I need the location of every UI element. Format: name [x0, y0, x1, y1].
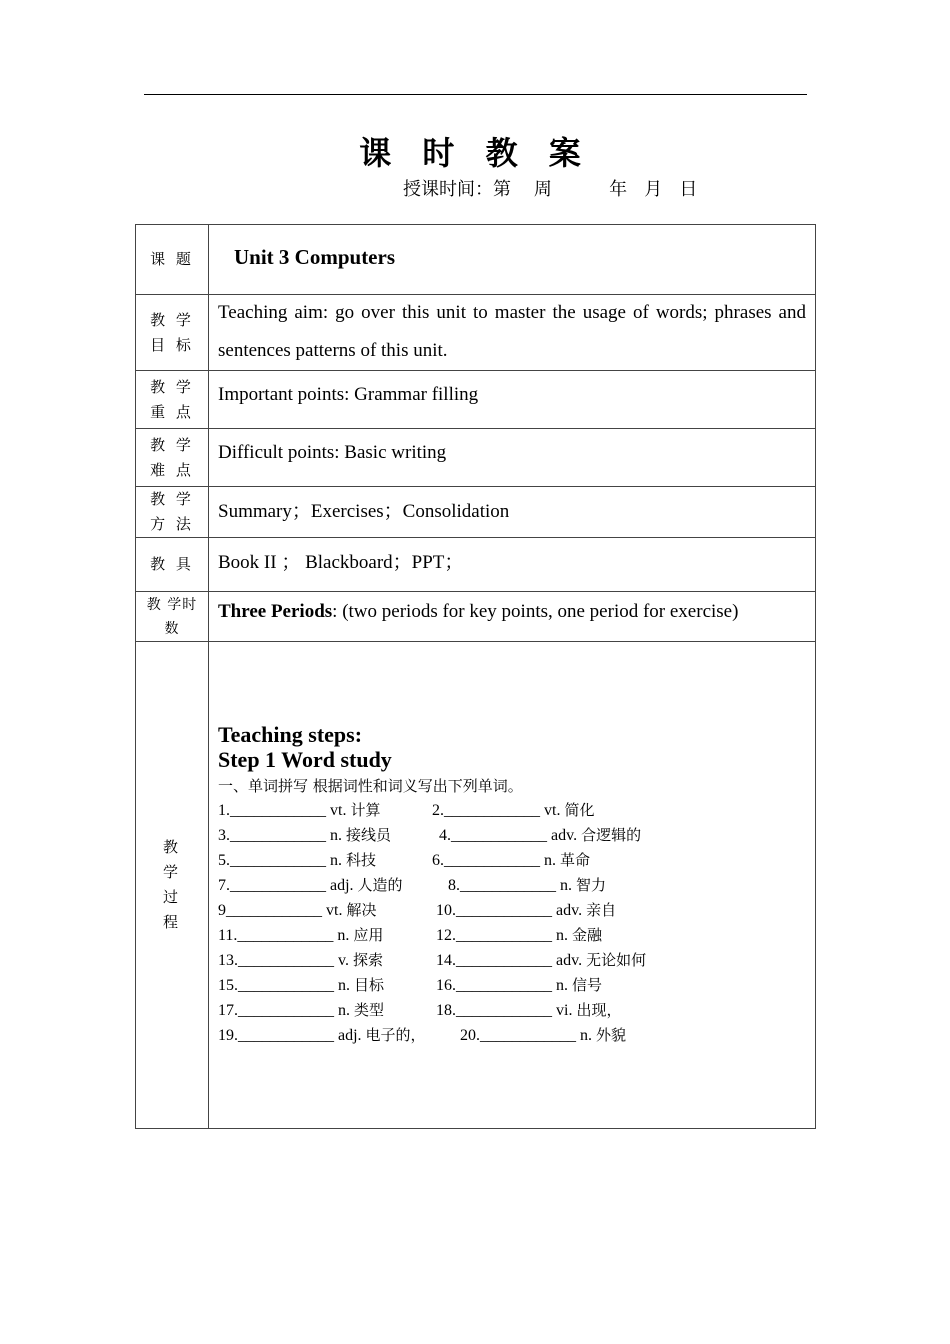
vocab-meaning: 解决 — [346, 901, 377, 919]
tools-row — [136, 538, 816, 592]
vocab-pos: vt. — [326, 902, 343, 919]
vocab-blank: ____________ — [451, 827, 547, 844]
vocab-item — [436, 898, 616, 923]
tools-label: 教 具 — [136, 538, 209, 592]
vocab-list — [218, 798, 806, 1048]
lesson-date-line: 授课时间：第 周 年 月 日 — [403, 179, 698, 200]
unit-title: Unit 3 Computers — [234, 245, 395, 269]
vocab-number: 12. — [436, 927, 456, 944]
vocab-blank: ____________ — [230, 802, 326, 819]
vocab-number: 3. — [218, 827, 230, 844]
vocab-blank: ____________ — [238, 952, 334, 969]
vocab-blank: ____________ — [230, 877, 326, 894]
vocab-blank: ____________ — [456, 952, 552, 969]
vocab-number: 6. — [432, 852, 444, 869]
vocab-number: 11. — [218, 927, 238, 944]
vocab-row — [218, 873, 806, 898]
vocab-row — [218, 848, 806, 873]
periods-row — [136, 592, 816, 642]
key-points-text: Important points: Grammar filling — [218, 384, 479, 405]
vocab-blank: ____________ — [460, 877, 556, 894]
vocab-pos: vt. — [544, 802, 561, 819]
vocab-pos: adj. — [330, 877, 354, 894]
vocab-row — [218, 973, 806, 998]
vocab-number: 10. — [436, 902, 456, 919]
difficult-points-row — [136, 429, 816, 487]
vocab-meaning: 亲自 — [586, 901, 617, 919]
vocab-number: 13. — [218, 952, 238, 969]
vocab-blank: ____________ — [456, 1002, 552, 1019]
vocab-row — [218, 1023, 806, 1048]
teaching-steps-heading: Teaching steps: — [218, 722, 363, 747]
difficult-points-text: Difficult points: Basic writing — [218, 442, 447, 463]
vocab-number: 9 — [218, 902, 226, 919]
vocab-number: 8. — [448, 877, 460, 894]
vocab-pos: n. — [556, 977, 568, 994]
header-rule — [144, 94, 807, 95]
vocab-row — [218, 798, 806, 823]
vocab-pos: n. — [544, 852, 556, 869]
vocab-meaning: 电子的， — [365, 1026, 426, 1044]
vocab-blank: ____________ — [238, 977, 334, 994]
vocab-item — [218, 898, 376, 923]
aim-label: 教 学 目 标 — [136, 295, 209, 371]
vocab-item — [432, 848, 590, 873]
vocab-meaning: 探索 — [352, 951, 383, 969]
vocab-number: 1. — [218, 802, 230, 819]
vocab-pos: v. — [338, 952, 349, 969]
vocab-item — [460, 1023, 626, 1048]
page-title: 课 时 教 案 — [359, 134, 591, 172]
vocab-meaning: 接线员 — [346, 826, 392, 844]
vocab-blank: ____________ — [456, 902, 552, 919]
vocab-row — [218, 898, 806, 923]
vocab-blank: ____________ — [456, 977, 552, 994]
vocab-meaning: 应用 — [353, 926, 384, 944]
vocab-pos: adj. — [338, 1027, 362, 1044]
method-row — [136, 487, 816, 538]
vocab-blank: ____________ — [226, 902, 322, 919]
vocab-row — [218, 823, 806, 848]
vocab-meaning: 简化 — [564, 801, 595, 819]
vocab-meaning: 合逻辑的 — [581, 826, 642, 844]
difficult-points-label: 教 学 难 点 — [136, 429, 209, 487]
vocab-row — [218, 948, 806, 973]
periods-label: 教 学时 数 — [136, 592, 209, 642]
vocab-item — [218, 873, 403, 898]
vocab-meaning: 计算 — [350, 801, 381, 819]
vocab-pos: adv. — [556, 902, 583, 919]
vocab-pos: adv. — [551, 827, 578, 844]
vocab-item — [218, 973, 384, 998]
vocab-number: 16. — [436, 977, 456, 994]
vocab-item — [218, 798, 380, 823]
vocab-blank: ____________ — [444, 802, 540, 819]
topic-label: 课 题 — [136, 225, 209, 295]
vocab-number: 17. — [218, 1002, 238, 1019]
vocab-item — [436, 998, 621, 1023]
vocab-pos: vt. — [330, 802, 347, 819]
vocab-pos: adv. — [556, 952, 583, 969]
vocab-blank: ____________ — [456, 927, 552, 944]
vocab-number: 20. — [460, 1027, 480, 1044]
vocab-meaning: 信号 — [572, 976, 603, 994]
vocab-meaning: 科技 — [346, 851, 377, 869]
topic-row — [136, 225, 816, 295]
vocab-blank: ____________ — [444, 852, 540, 869]
vocab-item — [218, 823, 391, 848]
periods-text: Three Periods: (two periods for key points, one period for exercise) — [218, 601, 739, 622]
vocab-pos: n. — [330, 852, 342, 869]
aim-text: Teaching aim: go over this unit to master the usage of words; phrases and sentences patterns of this unit. — [218, 302, 806, 361]
vocab-meaning: 金融 — [572, 926, 603, 944]
method-label: 教 学 方 法 — [136, 487, 209, 538]
step-1-heading: Step 1 Word study — [218, 747, 392, 772]
vocab-item — [448, 873, 606, 898]
vocab-meaning: 革命 — [560, 851, 591, 869]
vocab-number: 18. — [436, 1002, 456, 1019]
aim-row — [136, 295, 816, 371]
vocab-number: 19. — [218, 1027, 238, 1044]
vocab-meaning: 出现， — [576, 1001, 622, 1019]
vocab-number: 4. — [439, 827, 451, 844]
vocab-item — [218, 848, 376, 873]
vocab-blank: ____________ — [237, 927, 334, 944]
vocab-pos: n. — [556, 927, 568, 944]
vocab-meaning: 外貌 — [596, 1026, 627, 1044]
vocab-number: 5. — [218, 852, 230, 869]
vocab-number: 7. — [218, 877, 230, 894]
vocab-item — [439, 823, 641, 848]
key-points-label: 教 学 重 点 — [136, 371, 209, 429]
vocab-pos: n. — [560, 877, 572, 894]
vocab-pos: vi. — [556, 1002, 573, 1019]
lesson-plan-table — [135, 224, 816, 1129]
vocab-item — [436, 948, 646, 973]
method-text: Summary；Exercises；Consolidation — [218, 501, 510, 522]
vocab-blank: ____________ — [230, 852, 326, 869]
vocab-pos: n. — [338, 1002, 350, 1019]
vocab-item — [218, 923, 383, 948]
vocab-row — [218, 998, 806, 1023]
vocab-meaning: 目标 — [354, 976, 385, 994]
vocab-item — [218, 1023, 426, 1048]
word-spelling-instruction: 一、单词拼写 根据词性和词义写出下列单词。 — [218, 777, 523, 795]
vocab-blank: ____________ — [238, 1002, 334, 1019]
vocab-blank: ____________ — [480, 1027, 576, 1044]
vocab-row — [218, 923, 806, 948]
vocab-pos: n. — [338, 977, 350, 994]
vocab-meaning: 人造的 — [357, 876, 403, 894]
vocab-pos: n. — [580, 1027, 592, 1044]
vocab-pos: n. — [337, 927, 350, 944]
vocab-number: 2. — [432, 802, 444, 819]
vocab-item — [432, 798, 594, 823]
vocab-meaning: 智力 — [576, 876, 607, 894]
process-row — [136, 642, 816, 1129]
vocab-number: 14. — [436, 952, 456, 969]
vocab-number: 15. — [218, 977, 238, 994]
vocab-item — [218, 998, 384, 1023]
vocab-meaning: 无论如何 — [586, 951, 647, 969]
vocab-pos: n. — [330, 827, 342, 844]
vocab-blank: ____________ — [230, 827, 326, 844]
key-points-row — [136, 371, 816, 429]
vocab-meaning: 类型 — [354, 1001, 385, 1019]
tools-text: Book II ； Blackboard；PPT； — [218, 552, 464, 573]
vocab-item — [436, 923, 602, 948]
vocab-blank: ____________ — [238, 1027, 334, 1044]
vocab-item — [436, 973, 602, 998]
vocab-item — [218, 948, 383, 973]
process-label: 教 学 过 程 — [136, 642, 209, 1129]
